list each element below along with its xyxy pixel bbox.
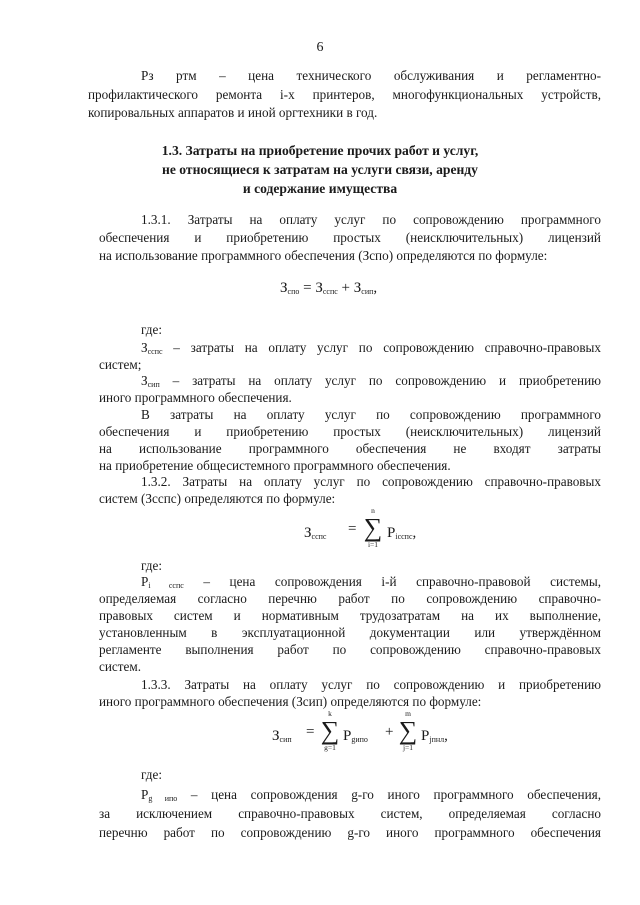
document-page: 6 Pз ртм – цена технического обслуживания и регламентно- профилактического ремонта i-х принтеров, многофункциональных устройств, копировальных аппаратов и иной оргтехники в год. 1.3. Затраты на приобретение прочих работ и услуг, не относящиеся к затратам на услуги связи, аренду и содержание имущества 1.3.1. Затраты на оплату услуг по сопровождению программного обеспечения и приобретению простых (неисключительных) лицензий на использование программного обеспечения (Зспо) определяются по формуле: Зспо = Зсспс + Зсип, где: Зсспс – затраты на оплату услуг по сопровождению справочно-правовых систем; Зсип – затраты на оплату услуг по сопровождению и приобретению иного программного обеспечения. В затраты на оплату услуг по сопровождению программного обеспечения и приобретению простых (неисключительных) лицензий на использование программного обеспечения не входят затраты на приобретение общесистемного программного обеспечения. 1.3.2. Затраты на оплату услуг по сопровождению справочно-правовых систем (Зсспс) определяются по формуле: Зсспс = n ∑ i=1 Piсспс, где: Pi сспс – цена сопровождения i-й справочно-правовой системы, определяемая согласно перечню работ по сопровождению справочно- правовых систем и нормативным трудозатратам на их выполнение, установленным в эксплуатационной документации или утверждённом регламенте выполнения работ по сопровождению справочно-правовых систем. 1.3.3. Затраты на оплату услуг по сопровождению и приобретению иного программного обеспечения (Зсип) определяются по формуле: Зсип = k ∑ g=1 Pgипо + m ∑ j=1 Pjпнл, где: Pg ипо – цена сопровождения g-го иного программного обеспечения, за исключением справочно-правовых систем, определяемая согласно перечню работ по сопровождению g-го иного программного обеспечения <box>0 0 640 905</box>
def-sip-line-1: Зсип – затраты на оплату услуг по сопровождению и приобретению <box>141 373 601 389</box>
note-line-2: обеспечения и приобретению простых (неисключительных) лицензий <box>99 424 601 439</box>
def-sspc-line-2: систем; <box>99 357 142 372</box>
p133-line-2: иного программного обеспечения (Зсип) определяются по формуле: <box>99 694 482 709</box>
p131-line-2: обеспечения и приобретению простых (неисключительных) лицензий <box>99 230 601 245</box>
p131-line-1: 1.3.1. Затраты на оплату услуг по сопровождению программного <box>141 212 601 227</box>
def-pg-line-3: перечню работ по сопровождению g-го иного программного обеспечения <box>99 825 601 840</box>
section-heading-line-2: не относящиеся к затратам на услуги связи, аренду <box>162 162 478 177</box>
page-number: 6 <box>316 40 324 55</box>
p133-line-1: 1.3.3. Затраты на оплату услуг по сопровождению и приобретению <box>141 677 601 692</box>
intro-line-1: Pз ртм – цена технического обслуживания и регламентно- <box>141 68 601 83</box>
def-pi-line-6: систем. <box>99 659 142 674</box>
where-label-1: где: <box>141 322 162 337</box>
def-pi-line-3: правовых систем и нормативным трудозатратам на их выполнение, <box>99 608 601 623</box>
note-line-1: В затраты на оплату услуг по сопровождению программного <box>141 407 601 422</box>
sum-symbol-2: n ∑ i=1 <box>363 506 383 549</box>
where-label-2: где: <box>141 558 162 573</box>
p132-line-1: 1.3.2. Затраты на оплату услуг по сопровождению справочно-правовых <box>141 474 601 489</box>
def-sspc-line-1: Зсспс – затраты на оплату услуг по сопровождению справочно-правовых <box>141 340 601 356</box>
def-pi-line-5: регламенте выполнения работ по сопровождению справочно-правовых <box>99 642 601 657</box>
p132-line-2: систем (Зсспс) определяются по формуле: <box>99 491 336 506</box>
def-pi-line-1: Pi сспс – цена сопровождения i-й справочно-правовой системы, <box>141 574 601 590</box>
note-line-4: на приобретение общесистемного программного обеспечения. <box>99 458 451 473</box>
where-label-3: где: <box>141 767 162 782</box>
def-sip-line-2: иного программного обеспечения. <box>99 390 292 405</box>
intro-line-3: копировальных аппаратов и иной оргтехники в год. <box>88 105 378 120</box>
section-heading-line-1: 1.3. Затраты на приобретение прочих работ и услуг, <box>161 143 479 158</box>
p131-line-3: на использование программного обеспечения (Зспо) определяются по формуле: <box>99 248 548 263</box>
sum-symbol-3a: k ∑ g=1 <box>320 709 340 752</box>
intro-line-2: профилактического ремонта i-х принтеров, многофункциональных устройств, <box>88 87 601 102</box>
def-pi-line-4: установленным в эксплуатационной документации или утверждённом <box>99 625 601 640</box>
def-pg-line-1: Pg ипо – цена сопровождения g-го иного программного обеспечения, <box>141 787 602 803</box>
section-heading-line-3: и содержание имущества <box>242 181 398 196</box>
note-line-3: на использование программного обеспечения не входят затраты <box>99 441 601 456</box>
def-pg-line-2: за исключением справочно-правовых систем, определяемая согласно <box>99 806 601 821</box>
sum-symbol-3b: m ∑ j=1 <box>398 709 418 752</box>
def-pi-line-2: определяемая согласно перечню работ по сопровождению справочно- <box>99 591 601 606</box>
formula-1: Зспо = Зсспс + Зсип, <box>280 280 378 296</box>
